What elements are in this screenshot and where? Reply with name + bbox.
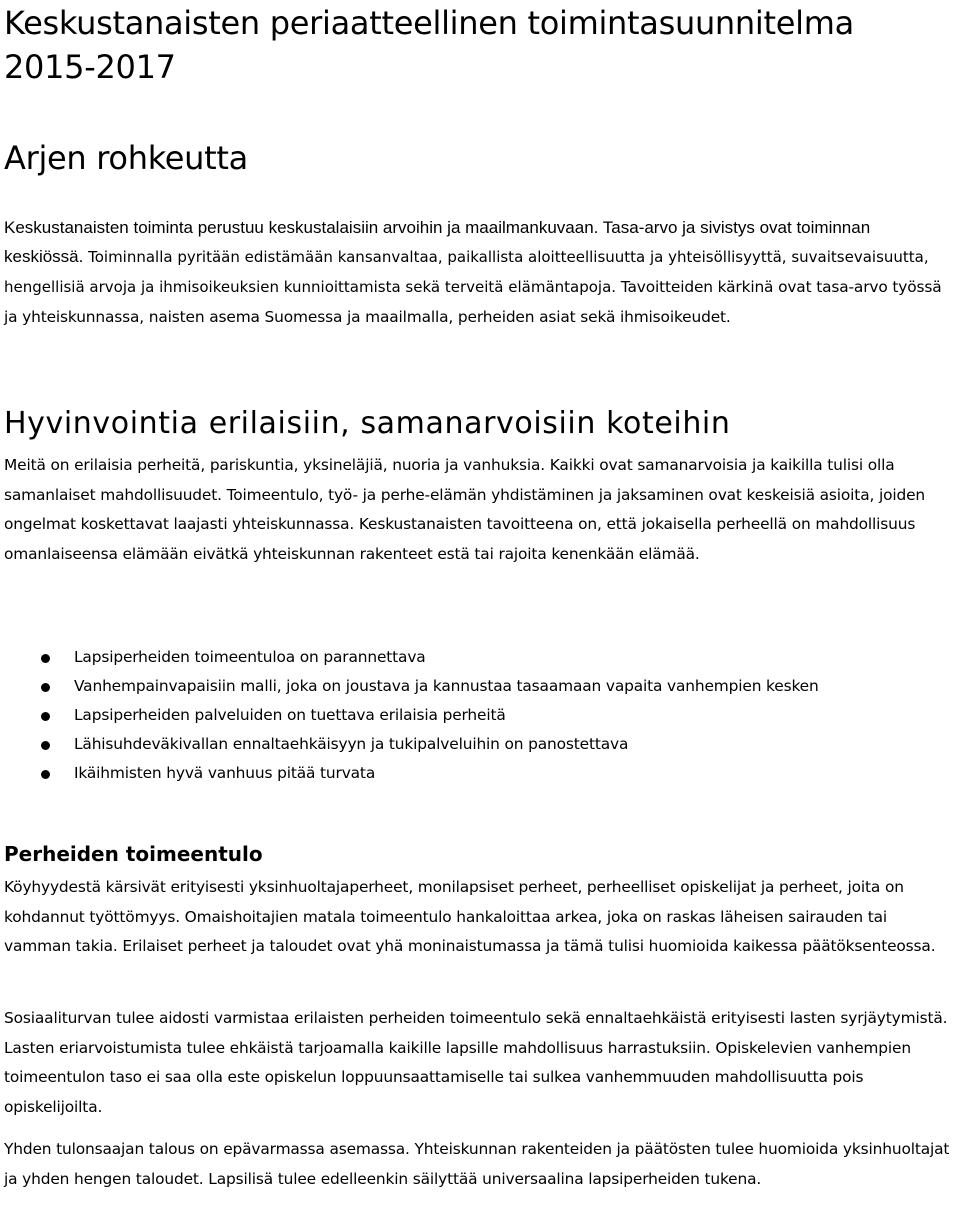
bullet-item [4,672,819,701]
intro-paragraph [4,213,954,332]
bullet-item [4,730,819,759]
intro-sentence-1: Keskustanaisten toiminta perustuu keskustalaisiin arvoihin ja maailmankuvaan. Tasa-arvo ja sivistys ovat toiminnan keskiössä. [4,218,871,266]
bullet-text: Vanhempainvapaisiin malli, joka on joustava ja kannustaa tasaamaan vapaita vanhempien kesken [74,677,819,695]
bullet-text: Lapsiperheiden palveluiden on tuettava erilaisia perheitä [74,706,506,724]
document-title-line1: Keskustanaisten periaatteellinen toimintasuunnitelma [4,4,854,42]
bullet-text: Lapsiperheiden toimeentuloa on parannettava [74,648,426,666]
bullet-text: Lähisuhdeväkivallan ennaltaehkäisyyn ja tukipalveluihin on panostettava [74,735,629,753]
document-subtitle: Arjen rohkeutta [4,139,248,177]
section-econ-paragraph-2: Sosiaaliturvan tulee aidosti varmistaa erilaisten perheiden toimeentulo sekä ennaltaehkäistä erityisesti lasten syrjäytymistä. Lasten eriarvoistumista tulee ehkäistä tarjoamalla kaikille lapsille mahdollisuus harrastuksiin. Opiskelevien vanhempien toimeentulon taso ei saa olla este opiskelun loppuunsaattamiselle tai sulkea vanhemmuuden mahdollisuutta pois opiskelijoilta. [4,1009,948,1116]
section-heading-home: Hyvinvointia erilaisiin, samanarvoisiin koteihin [4,406,731,441]
bullet-item [4,701,819,730]
bullet-item [4,643,819,672]
intro-sentence-3: Tavoitteiden kärkinä ovat tasa-arvo työssä ja yhteiskunnassa, naisten asema Suomessa ja maailmalla, perheiden asiat sekä ihmisoikeudet. [4,278,942,326]
bullet-icon [41,654,50,663]
section-home-paragraph: Meitä on erilaisia perheitä, pariskuntia, yksineläjiä, nuoria ja vanhuksia. Kaikki ovat samanarvoisia ja kaikilla tulisi olla samanlaiset mahdollisuudet. Toimeentulo, työ- ja perhe-elämän yhdistäminen ja jaksaminen ovat keskeisiä asioita, joiden ongelmat koskettavat laajasti yhteiskunnassa. Keskustanaisten tavoitteena on, että jokaisella perheellä on mahdollisuus omanlaiseensa elämään eivätkä yhteiskunnan rakenteet estä tai rajoita kenenkään elämää. [4,456,926,563]
section-heading-econ: Perheiden toimeentulo [4,842,263,866]
bullet-icon [41,712,50,721]
section-home-bullet-list [4,643,819,788]
bullet-text: Ikäihmisten hyvä vanhuus pitää turvata [74,764,376,782]
section-econ-paragraph-1: Köyhyydestä kärsivät erityisesti yksinhuoltajaperheet, monilapsiset perheet, perheelliset opiskelijat ja perheet, joita on kohdannut työttömyys. Omaishoitajien matala toimeentulo hankaloittaa arkea, joka on raskas läheisen sairauden tai vamman takia. Erilaiset perheet ja taloudet ovat yhä moninaistumassa ja tämä tulisi huomioida kaikessa päätöksenteossa. [4,878,936,955]
document-title [4,1,854,89]
intro-sentence-2: Toiminnalla pyritään edistämään kansanvaltaa, paikallista aloitteellisuutta ja yhteisöllisyyttä, suvaitsevaisuutta, hengellisiä arvoja ja ihmisoikeuksien kunnioittamista sekä terveitä elämäntapoja. [4,248,929,296]
section-econ-paragraph-3: Yhden tulonsaajan talous on epävarmassa asemassa. Yhteiskunnan rakenteiden ja päätösten tulee huomioida yksinhuoltajat ja yhden hengen taloudet. Lapsilisä tulee edelleenkin säilyttää universaalina lapsiperheiden tukena. [4,1140,950,1188]
bullet-icon [41,683,50,692]
document-title-line2: 2015-2017 [4,48,176,86]
bullet-item [4,759,819,788]
bullet-icon [41,770,50,779]
bullet-icon [41,741,50,750]
